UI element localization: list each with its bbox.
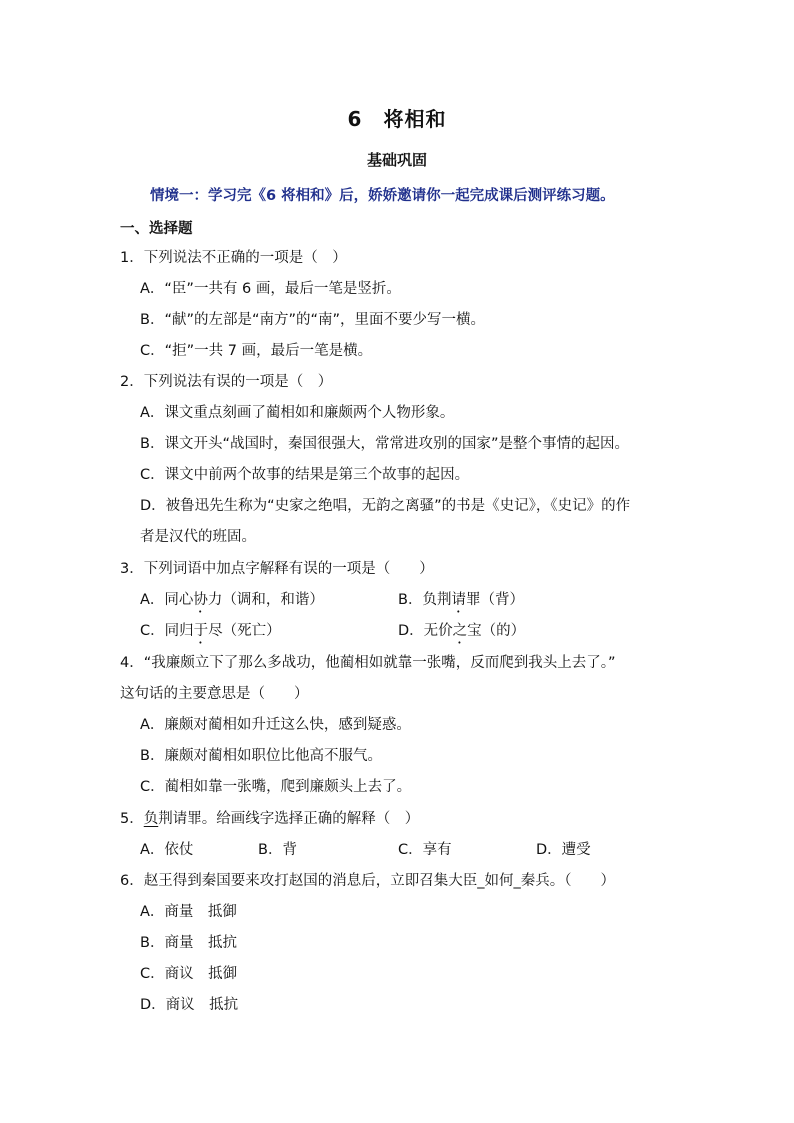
question-4-option-a: A．廉颇对蔺相如升迁这么快，感到疑惑。 [140, 717, 411, 733]
question-6-option-d: D．商议 抵抗 [140, 997, 239, 1013]
option-prefix: D．无价 [398, 623, 453, 639]
question-4-option-b: B．廉颇对蔺相如职位比他高不服气。 [140, 748, 382, 764]
question-4-option-c: C．蔺相如靠一张嘴，爬到廉颇头上去了。 [140, 779, 412, 795]
question-5-option-d: D．遭受 [536, 842, 591, 858]
question-3-option-d [398, 621, 525, 647]
option-suffix: 罪（背） [465, 592, 524, 608]
dotted-character: 请 [451, 592, 466, 608]
stem-text: 荆请罪。给画线字选择正确的解释（ ） [158, 811, 420, 827]
option-suffix: 力（调和，和谐） [207, 592, 324, 608]
option-suffix: 宝（的） [467, 623, 526, 639]
question-1-stem: 1．下列说法不正确的一项是（ ） [120, 250, 347, 266]
option-prefix: B．负荆 [398, 592, 452, 608]
question-3-stem: 3．下列词语中加点字解释有误的一项是（ ） [120, 561, 434, 577]
question-5-option-b: B．背 [258, 842, 297, 858]
question-2-option-a: A．课文重点刻画了蔺相如和廉颇两个人物形象。 [140, 405, 455, 421]
question-2-option-d-continued: 者是汉代的班固。 [140, 529, 256, 545]
question-2-stem: 2．下列说法有误的一项是（ ） [120, 374, 333, 390]
option-prefix: A．同心 [140, 592, 194, 608]
question-4-stem-continued: 这句话的主要意思是（ ） [120, 686, 309, 702]
question-3-option-c [140, 621, 281, 647]
question-6-option-a: A．商量 抵御 [140, 904, 237, 920]
question-1-option-c: C．“拒”一共 7 画，最后一笔是横。 [140, 343, 373, 359]
option-prefix: C．同归 [140, 623, 194, 639]
question-1-option-a: A．“臣”一共有 6 画，最后一笔是竖折。 [140, 281, 401, 297]
question-2-option-d: D．被鲁迅先生称为“史家之绝唱，无韵之离骚”的书是《史记》，《史记》的作 [140, 498, 631, 514]
question-3-option-a [140, 590, 324, 616]
question-6-option-b: B．商量 抵抗 [140, 935, 237, 951]
question-5-option-a: A．依仗 [140, 842, 194, 858]
question-1-option-b: B．“献”的左部是“南方”的“南”，里面不要少写一横。 [140, 312, 486, 328]
question-4-stem: 4．“我廉颇立下了那么多战功，他蔺相如就靠一张嘴，反而爬到我头上去了。” [120, 655, 616, 671]
question-3-option-b [398, 590, 524, 616]
question-2-option-c: C．课文中前两个故事的结果是第三个故事的起因。 [140, 467, 470, 483]
question-6-option-c: C．商议 抵御 [140, 966, 238, 982]
stem-number: 5． [120, 811, 144, 827]
section-heading: 一、选择题 [120, 221, 193, 237]
option-suffix: 尽（死亡） [208, 623, 281, 639]
question-6-stem: 6．赵王得到秦国要来攻打赵国的消息后，立即召集大臣_如何_秦兵。（ ） [120, 873, 615, 889]
question-2-option-b: B．课文开头“战国时，秦国很强大，常常进攻别的国家”是整个事情的起因。 [140, 436, 629, 452]
section-subtitle: 基础巩固 [366, 151, 427, 169]
question-5-stem [120, 809, 419, 829]
dotted-character: 协 [193, 592, 208, 608]
scenario-text: 情境一：学习完《6 将相和》后，娇娇邀请你一起完成课后测评练习题。 [150, 188, 615, 204]
page-title: 6 将相和 [347, 107, 447, 131]
dotted-character: 于 [193, 623, 209, 639]
question-5-option-c: C．享有 [398, 842, 452, 858]
underlined-character: 负 [143, 811, 159, 827]
dotted-character: 之 [452, 623, 468, 639]
